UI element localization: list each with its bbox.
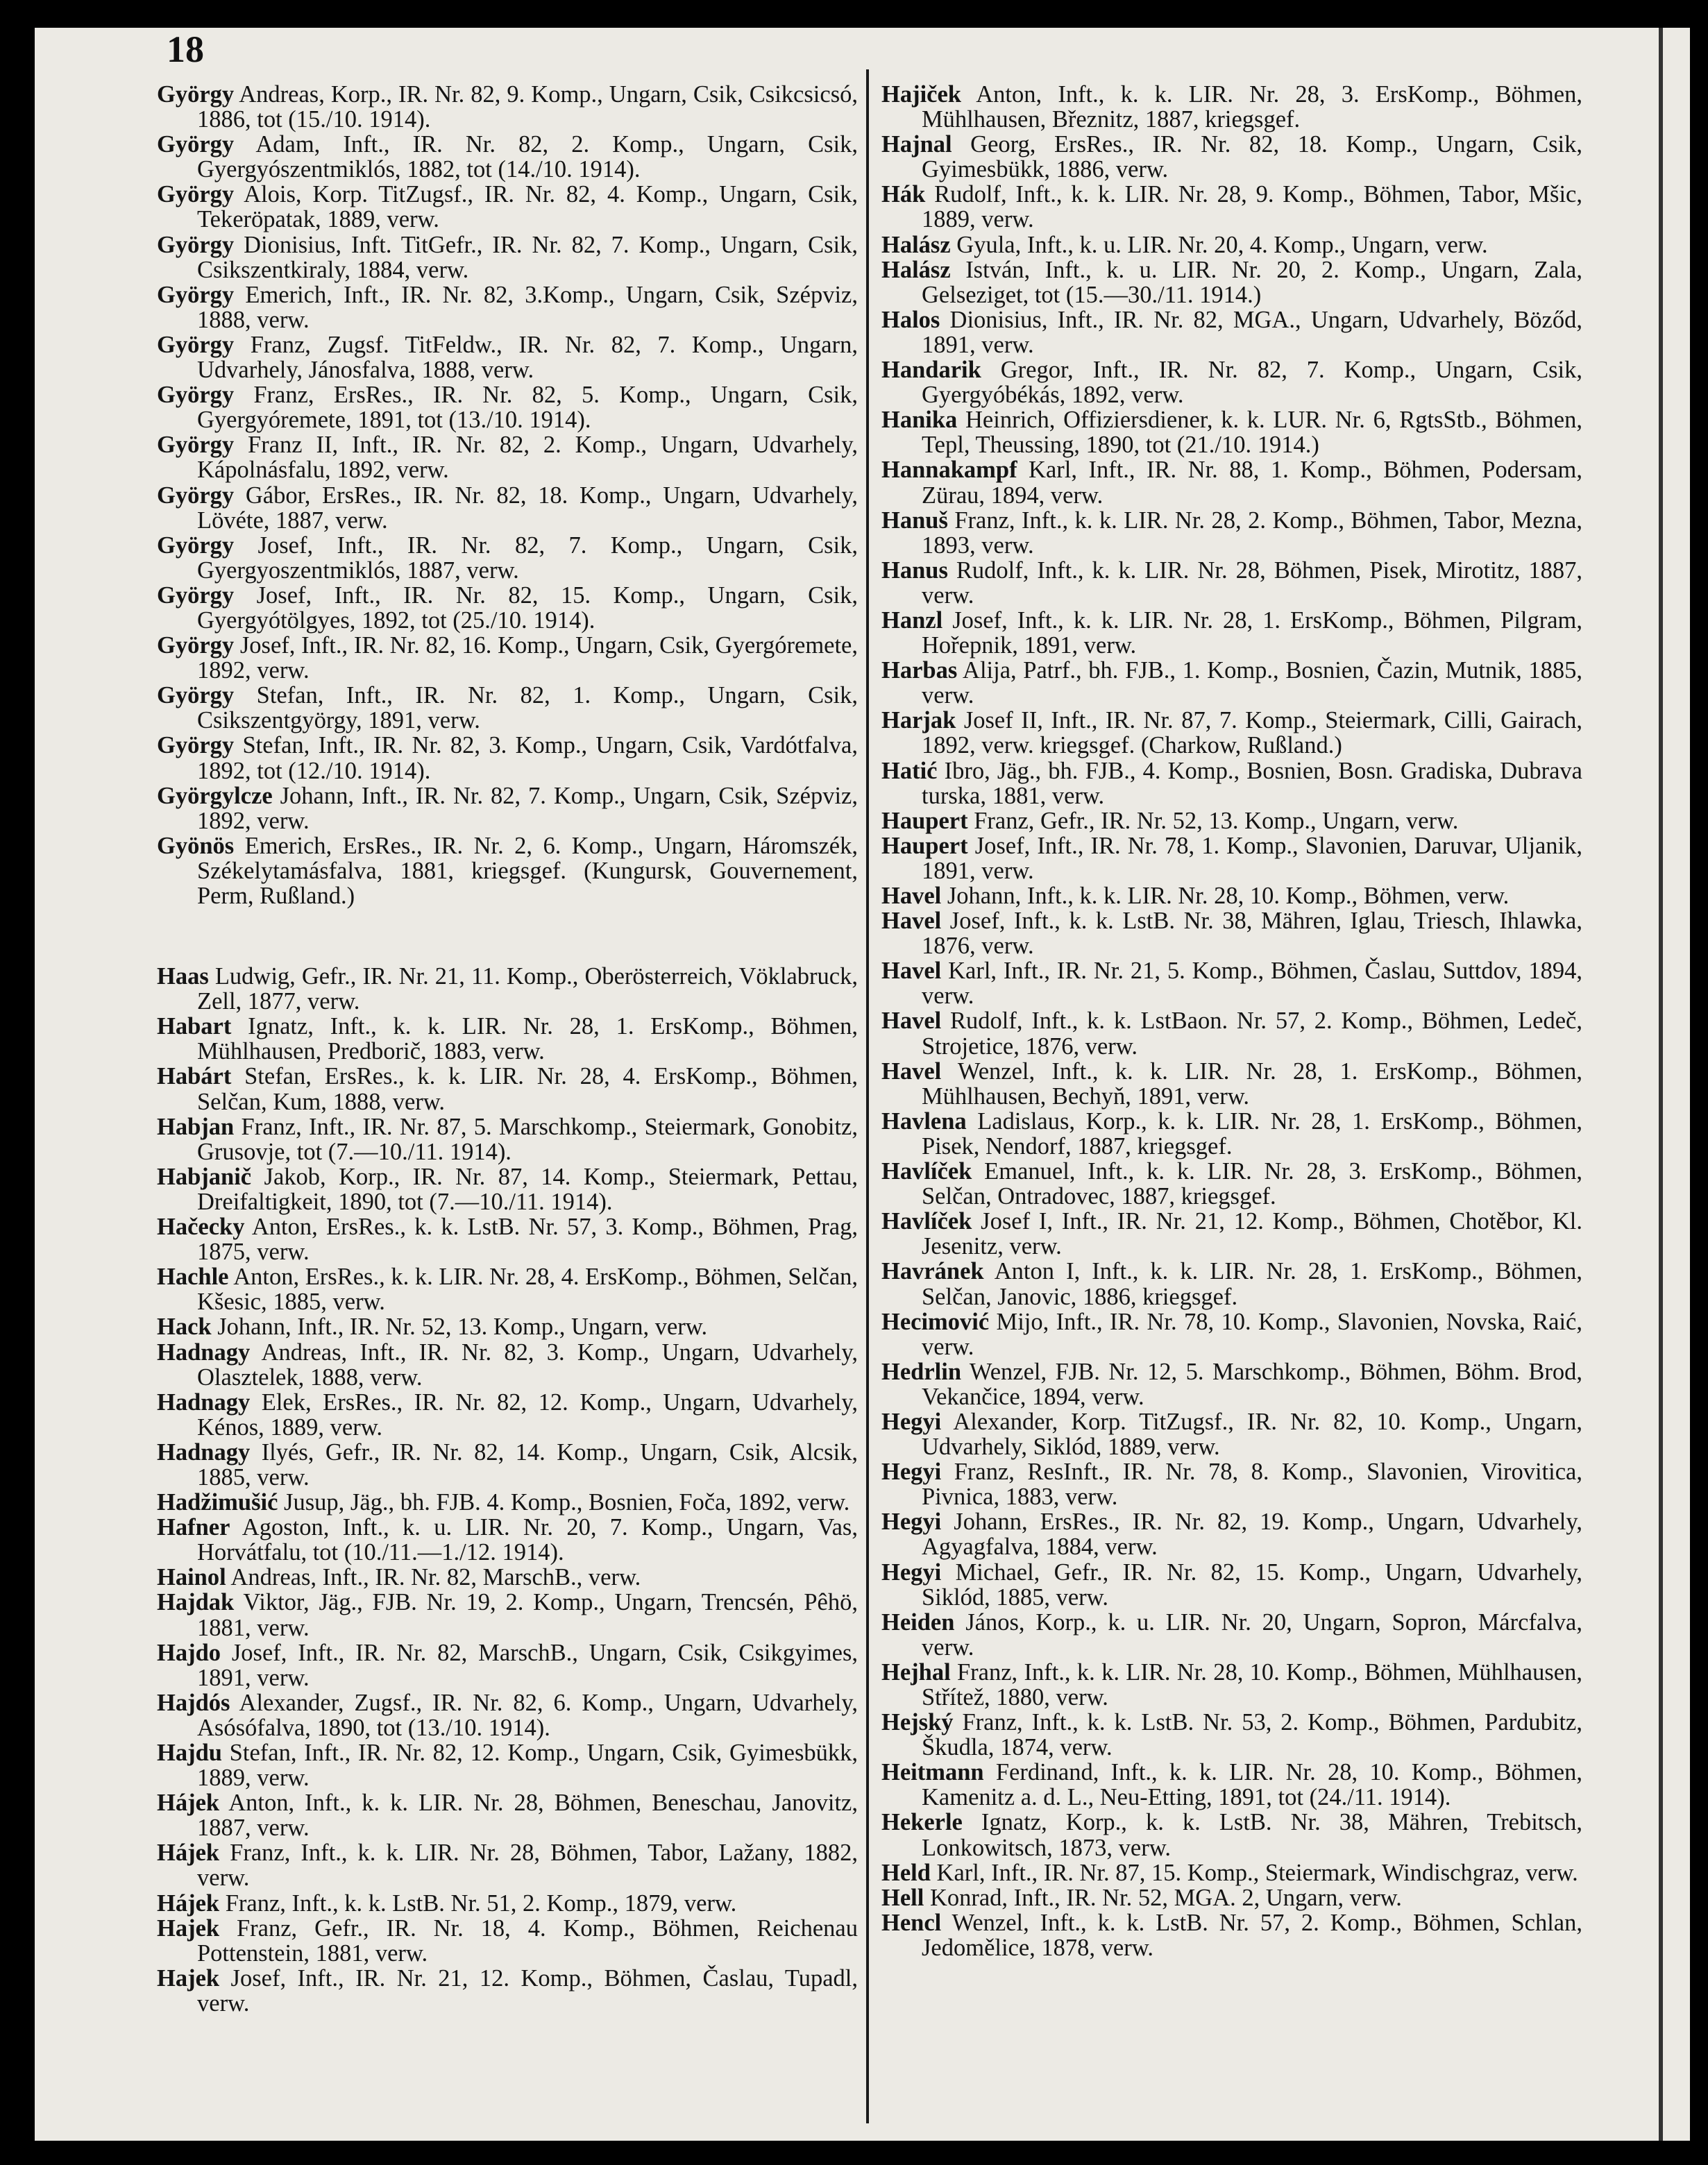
register-entry: Hajnal Georg, ErsRes., IR. Nr. 82, 18. Komp., Ungarn, Csik, Gyimesbükk, 1886, verw. bbox=[881, 131, 1582, 183]
register-entry: Halos Dionisius, Inft., IR. Nr. 82, MGA., Ungarn, Udvarhely, Böződ, 1891, verw. bbox=[881, 306, 1582, 358]
register-entry: Hachle Anton, ErsRes., k. k. LIR. Nr. 28, 4. ErsKomp., Böhmen, Selčan, Kšesic, 1885, verw. bbox=[157, 1264, 859, 1316]
register-entry: Hegyi Johann, ErsRes., IR. Nr. 82, 19. Komp., Ungarn, Udvarhely, Agyagfalva, 1884, verw. bbox=[881, 1509, 1582, 1561]
page-edge bbox=[1659, 28, 1663, 2141]
register-entry: Hačecky Anton, ErsRes., k. k. LstB. Nr. 57, 3. Komp., Böhmen, Prag, 1875, verw. bbox=[157, 1214, 858, 1266]
register-entry: György Andreas, Korp., IR. Nr. 82, 9. Komp., Ungarn, Csik, Csikcsicsó, 1886, tot (15./10. 1914). bbox=[157, 81, 858, 133]
register-entry: Haupert Franz, Gefr., IR. Nr. 52, 13. Komp., Ungarn, verw. bbox=[881, 807, 1459, 834]
register-entry: Hecimović Mijo, Inft., IR. Nr. 78, 10. Komp., Slavonien, Novska, Raić, verw. bbox=[881, 1308, 1582, 1360]
register-entry: György Gábor, ErsRes., IR. Nr. 82, 18. Komp., Ungarn, Udvarhely, Lövéte, 1887, verw. bbox=[157, 482, 858, 534]
register-entry: Halász István, Inft., k. u. LIR. Nr. 20, 2. Komp., Ungarn, Zala, Gelseziget, tot (15.—30./11. 1914.) bbox=[881, 256, 1582, 308]
register-entry: Hafner Agoston, Inft., k. u. LIR. Nr. 20, 7. Komp., Ungarn, Vas, Horvátfalu, tot (10./11.—1./12. 1914). bbox=[157, 1514, 858, 1566]
register-entry: György Alois, Korp. TitZugsf., IR. Nr. 82, 4. Komp., Ungarn, Csik, Tekeröpatak, 1889, verw. bbox=[157, 181, 858, 233]
register-entry: Hegyi Franz, ResInft., IR. Nr. 78, 8. Komp., Slavonien, Virovitica, Pivnica, 1883, verw. bbox=[881, 1459, 1582, 1511]
register-entry: Habart Ignatz, Inft., k. k. LIR. Nr. 28, 1. ErsKomp., Böhmen, Mühlhausen, Predborič, 1883, verw. bbox=[157, 1013, 858, 1065]
register-entry: Hack Johann, Inft., IR. Nr. 52, 13. Komp., Ungarn, verw. bbox=[157, 1314, 708, 1341]
register-entry: Hájek Franz, Inft., k. k. LIR. Nr. 28, Böhmen, Tabor, Lažany, 1882, verw. bbox=[157, 1840, 858, 1892]
register-entry: Gyönös Emerich, ErsRes., IR. Nr. 2, 6. Komp., Ungarn, Háromszék, Székelytamásfalva, 1881, kriegsgef. (Kungursk, Gouvernement, Perm, Rußland.) bbox=[157, 832, 858, 909]
register-entry: Hanzl Josef, Inft., k. k. LIR. Nr. 28, 1. ErsKomp., Böhmen, Pilgram, Hořepnik, 1891, verw. bbox=[881, 606, 1582, 659]
register-entry: Hanika Heinrich, Offiziersdiener, k. k. LUR. Nr. 6, RgtsStb., Böhmen, Tepl, Theussing, 1890, tot (21./10. 1914.) bbox=[881, 407, 1582, 459]
register-entry: Hatić Ibro, Jäg., bh. FJB., 4. Komp., Bosnien, Bosn. Gradiska, Dubrava turska, 1881, verw. bbox=[881, 757, 1582, 809]
register-entry: Havlena Ladislaus, Korp., k. k. LIR. Nr. 28, 1. ErsKomp., Böhmen, Pisek, Nendorf, 1887, kriegsgef. bbox=[881, 1107, 1582, 1160]
register-entry: Halász Gyula, Inft., k. u. LIR. Nr. 20, 4. Komp., Ungarn, verw. bbox=[881, 231, 1488, 258]
register-entry: Hajdu Stefan, Inft., IR. Nr. 82, 12. Komp., Ungarn, Csik, Gyimesbükk, 1889, verw. bbox=[157, 1740, 858, 1792]
register-entry: Handarik Gregor, Inft., IR. Nr. 82, 7. Komp., Ungarn, Csik, Gyergyóbékás, 1892, verw. bbox=[881, 357, 1582, 409]
register-entry: György Franz, ErsRes., IR. Nr. 82, 5. Komp., Ungarn, Csik, Gyergyóremete, 1891, tot (13./10. 1914). bbox=[157, 382, 858, 434]
register-entry: Havlíček Josef I, Inft., IR. Nr. 21, 12. Komp., Böhmen, Chotěbor, Kl. Jesenitz, verw. bbox=[881, 1208, 1582, 1260]
register-entry: Habjanič Jakob, Korp., IR. Nr. 87, 14. Komp., Steiermark, Pettau, Dreifaltigkeit, 1890, tot (7.—10./11. 1914). bbox=[157, 1163, 858, 1215]
register-entry: Hajdak Viktor, Jäg., FJB. Nr. 19, 2. Komp., Ungarn, Trencsén, Pêhö, 1881, verw. bbox=[157, 1589, 858, 1641]
register-entry: Hajdo Josef, Inft., IR. Nr. 82, MarschB., Ungarn, Csik, Csikgyimes, 1891, verw. bbox=[157, 1639, 858, 1691]
register-entry: Hajdós Alexander, Zugsf., IR. Nr. 82, 6. Komp., Ungarn, Udvarhely, Asósófalva, 1890, tot (13./10. 1914). bbox=[157, 1689, 858, 1741]
register-entry: Heitmann Ferdinand, Inft., k. k. LIR. Nr. 28, 10. Komp., Böhmen, Kamenitz a. d. L., Neu-Etting, 1891, tot (24./11. 1914). bbox=[881, 1759, 1582, 1811]
register-entry: Held Karl, Inft., IR. Nr. 87, 15. Komp., Steiermark, Windischgraz, verw. bbox=[881, 1859, 1578, 1886]
register-entry: Hajek Franz, Gefr., IR. Nr. 18, 4. Komp., Böhmen, Reichenau Pottenstein, 1881, verw. bbox=[157, 1914, 858, 1967]
register-entry: Heiden János, Korp., k. u. LIR. Nr. 20, Ungarn, Sopron, Márcfalva, verw. bbox=[881, 1608, 1582, 1661]
register-entry: Havel Rudolf, Inft., k. k. LstBaon. Nr. 57, 2. Komp., Böhmen, Ledeč, Strojetice, 1876, verw. bbox=[881, 1008, 1582, 1060]
register-entry: Hadnagy Ilyés, Gefr., IR. Nr. 82, 14. Komp., Ungarn, Csik, Alcsik, 1885, verw. bbox=[157, 1438, 858, 1491]
register-entry: Harbas Alija, Patrf., bh. FJB., 1. Komp., Bosnien, Čazin, Mutnik, 1885, verw. bbox=[881, 657, 1582, 709]
register-entry: Havel Wenzel, Inft., k. k. LIR. Nr. 28, 1. ErsKomp., Böhmen, Mühlhausen, Bechyň, 1891, verw. bbox=[881, 1058, 1582, 1110]
register-entry: Havel Johann, Inft., k. k. LIR. Nr. 28, 10. Komp., Böhmen, verw. bbox=[881, 883, 1510, 909]
register-entry: Hainol Andreas, Inft., IR. Nr. 82, MarschB., verw. bbox=[157, 1564, 641, 1591]
register-entry: György Dionisius, Inft. TitGefr., IR. Nr. 82, 7. Komp., Ungarn, Csik, Csikszentkiraly, 1884, verw. bbox=[157, 231, 858, 283]
register-entry: Havel Karl, Inft., IR. Nr. 21, 5. Komp., Böhmen, Časlau, Suttdov, 1894, verw. bbox=[881, 958, 1582, 1010]
register-entry: György Stefan, Inft., IR. Nr. 82, 1. Komp., Ungarn, Csik, Csikszentgyörgy, 1891, verw. bbox=[157, 682, 858, 734]
register-entry: György Franz, Zugsf. TitFeldw., IR. Nr. 82, 7. Komp., Ungarn, Udvarhely, Jánosfalva, 1888, verw. bbox=[157, 331, 858, 384]
register-entry: Hegyi Michael, Gefr., IR. Nr. 82, 15. Komp., Ungarn, Udvarhely, Siklód, 1885, verw. bbox=[881, 1559, 1582, 1611]
register-entry: Györgylcze Johann, Inft., IR. Nr. 82, 7. Komp., Ungarn, Csik, Szépviz, 1892, verw. bbox=[157, 782, 858, 834]
register-entry: Hegyi Alexander, Korp. TitZugsf., IR. Nr. 82, 10. Komp., Ungarn, Udvarhely, Siklód, 1889, verw. bbox=[881, 1408, 1582, 1461]
register-entry: Hedrlin Wenzel, FJB. Nr. 12, 5. Marschkomp., Böhmen, Böhm. Brod, Vekančice, 1894, verw. bbox=[881, 1358, 1582, 1410]
section-spacer bbox=[157, 908, 858, 964]
register-entry: Hajiček Anton, Inft., k. k. LIR. Nr. 28, 3. ErsKomp., Böhmen, Mühlhausen, Březnitz, 1887, kriegsgef. bbox=[881, 81, 1582, 133]
register-entry: Hannakampf Karl, Inft., IR. Nr. 88, 1. Komp., Böhmen, Podersam, Zürau, 1894, verw. bbox=[881, 457, 1582, 509]
register-entry: Hekerle Ignatz, Korp., k. k. LstB. Nr. 38, Mähren, Trebitsch, Lonkowitsch, 1873, verw. bbox=[881, 1809, 1582, 1861]
register-entry: Habárt Stefan, ErsRes., k. k. LIR. Nr. 28, 4. ErsKomp., Böhmen, Selčan, Kum, 1888, verw. bbox=[157, 1063, 858, 1115]
register-entry: Hájek Anton, Inft., k. k. LIR. Nr. 28, Böhmen, Beneschau, Janovitz, 1887, verw. bbox=[157, 1790, 858, 1842]
left-column bbox=[157, 82, 858, 2016]
page-number: 18 bbox=[167, 28, 204, 70]
register-entry: Hadnagy Andreas, Inft., IR. Nr. 82, 3. Komp., Ungarn, Udvarhely, Olasztelek, 1888, verw. bbox=[157, 1339, 858, 1391]
register-entry: Hell Konrad, Inft., IR. Nr. 52, MGA. 2, Ungarn, verw. bbox=[881, 1884, 1402, 1911]
register-entry: Hadnagy Elek, ErsRes., IR. Nr. 82, 12. Komp., Ungarn, Udvarhely, Kénos, 1889, verw. bbox=[157, 1389, 858, 1441]
register-entry: Hajek Josef, Inft., IR. Nr. 21, 12. Komp., Böhmen, Časlau, Tupadl, verw. bbox=[157, 1964, 858, 2017]
register-entry: György Franz II, Inft., IR. Nr. 82, 2. Komp., Ungarn, Udvarhely, Kápolnásfalu, 1892, verw. bbox=[157, 432, 858, 484]
register-entry: Hák Rudolf, Inft., k. k. LIR. Nr. 28, 9. Komp., Böhmen, Tabor, Mšic, 1889, verw. bbox=[881, 181, 1582, 233]
right-column bbox=[881, 82, 1582, 1960]
register-entry: György Josef, Inft., IR. Nr. 82, 7. Komp., Ungarn, Csik, Gyergyoszentmiklós, 1887, verw. bbox=[157, 532, 858, 584]
register-entry: György Josef, Inft., IR. Nr. 82, 16. Komp., Ungarn, Csik, Gyergóremete, 1892, verw. bbox=[157, 632, 858, 684]
register-entry: Hencl Wenzel, Inft., k. k. LstB. Nr. 57, 2. Komp., Böhmen, Schlan, Jedomělice, 1878, verw. bbox=[881, 1909, 1582, 1961]
register-entry: György Emerich, Inft., IR. Nr. 82, 3.Komp., Ungarn, Csik, Szépviz, 1888, verw. bbox=[157, 281, 858, 333]
register-entry: Hanuš Franz, Inft., k. k. LIR. Nr. 28, 2. Komp., Böhmen, Tabor, Mezna, 1893, verw. bbox=[881, 507, 1582, 559]
register-entry: Haas Ludwig, Gefr., IR. Nr. 21, 11. Komp., Oberösterreich, Vöklabruck, Zell, 1877, verw. bbox=[157, 963, 858, 1015]
register-entry: György Adam, Inft., IR. Nr. 82, 2. Komp., Ungarn, Csik, Gyergyószentmiklós, 1882, tot (14./10. 1914). bbox=[157, 131, 858, 183]
register-entry: Havlíček Emanuel, Inft., k. k. LIR. Nr. 28, 3. ErsKomp., Böhmen, Selčan, Ontradovec, 1887, kriegsgef. bbox=[881, 1158, 1582, 1210]
register-entry: Havel Josef, Inft., k. k. LstB. Nr. 38, Mähren, Iglau, Triesch, Ihlawka, 1876, verw. bbox=[881, 908, 1582, 960]
register-entry: Hejský Franz, Inft., k. k. LstB. Nr. 53, 2. Komp., Böhmen, Pardubitz, Škudla, 1874, verw. bbox=[881, 1709, 1582, 1761]
register-entry: György Josef, Inft., IR. Nr. 82, 15. Komp., Ungarn, Csik, Gyergyótölgyes, 1892, tot (25./10. 1914). bbox=[157, 581, 858, 634]
register-entry: Harjak Josef II, Inft., IR. Nr. 87, 7. Komp., Steiermark, Cilli, Gairach, 1892, verw. kriegsgef. (Charkow, Rußland.) bbox=[881, 707, 1582, 759]
column-divider bbox=[866, 69, 869, 2123]
register-entry: György Stefan, Inft., IR. Nr. 82, 3. Komp., Ungarn, Csik, Vardótfalva, 1892, tot (12./10. 1914). bbox=[157, 732, 858, 784]
register-entry: Haupert Josef, Inft., IR. Nr. 78, 1. Komp., Slavonien, Daruvar, Uljanik, 1891, verw. bbox=[881, 832, 1582, 884]
register-entry: Hanus Rudolf, Inft., k. k. LIR. Nr. 28, Böhmen, Pisek, Mirotitz, 1887, verw. bbox=[881, 557, 1582, 609]
document-page bbox=[35, 28, 1690, 2141]
register-entry: Hájek Franz, Inft., k. k. LstB. Nr. 51, 2. Komp., 1879, verw. bbox=[157, 1890, 737, 1917]
register-entry: Hadžimušić Jusup, Jäg., bh. FJB. 4. Komp., Bosnien, Foča, 1892, verw. bbox=[157, 1489, 850, 1516]
register-entry: Hejhal Franz, Inft., k. k. LIR. Nr. 28, 10. Komp., Böhmen, Mühlhausen, Střítež, 1880, verw. bbox=[881, 1658, 1582, 1710]
register-entry: Habjan Franz, Inft., IR. Nr. 87, 5. Marschkomp., Steiermark, Gonobitz, Grusovje, tot (7.—10./11. 1914). bbox=[157, 1113, 858, 1165]
register-entry: Havránek Anton I, Inft., k. k. LIR. Nr. 28, 1. ErsKomp., Böhmen, Selčan, Janovic, 1886, kriegsgef. bbox=[881, 1258, 1582, 1310]
